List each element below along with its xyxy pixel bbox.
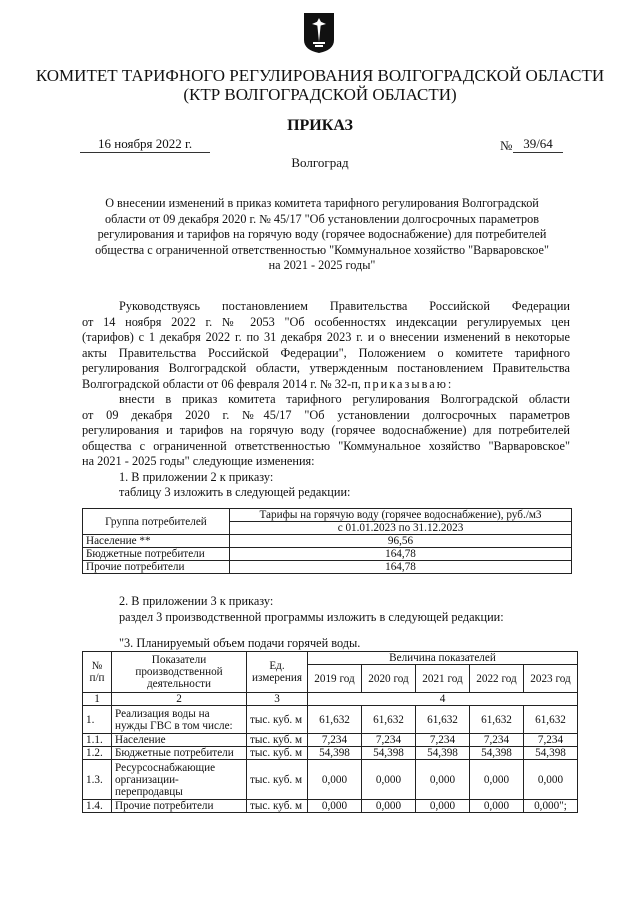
table-row (83, 734, 578, 747)
cell-value: 61,632 (416, 706, 470, 734)
volume-table (82, 651, 578, 813)
cell-value: 7,234 (470, 734, 524, 747)
cell-unit: тыс. куб. м (247, 747, 308, 760)
subject-line: на 2021 - 2025 годы" (268, 258, 376, 272)
cell-value: 0,000 (308, 800, 362, 813)
order-number: 39/64 (513, 136, 563, 153)
cell-value: 0,000 (308, 760, 362, 800)
subject-line: О внесении изменений в приказ комитета тарифного регулирования Волгоградской (105, 196, 539, 210)
colnum: 2 (112, 693, 247, 706)
subject-line: регулирования и тарифов на горячую воду (горячее водоснабжение) для потребителей (97, 227, 547, 241)
subject-line: общества с ограниченной ответственностью "Коммунальное хозяйство "Варваровское" (95, 242, 549, 257)
header-year: 2023 год (524, 665, 578, 693)
cell-name: Бюджетные потребители (112, 747, 247, 760)
cell-name: Прочие потребители (112, 800, 247, 813)
cell-value: 61,632 (470, 706, 524, 734)
cell-num: 1. (83, 706, 112, 734)
body-line: Руководствуясь постановлением Правительства Российской Федерации (119, 299, 570, 313)
cell-value: 54,398 (362, 747, 416, 760)
cell-value: 7,234 (524, 734, 578, 747)
cell-value: 0,000 (416, 760, 470, 800)
item-2: 2. В приложении 3 к приказу: (119, 594, 274, 608)
order-body (82, 299, 570, 501)
table-row (83, 760, 578, 800)
table-header-tariff: Тарифы на горячую воду (горячее водоснабжение), руб./м3 (230, 509, 572, 522)
number-sign: № (500, 138, 513, 153)
cell-num: 1.2. (83, 747, 112, 760)
org-title-line1: КОМИТЕТ ТАРИФНОГО РЕГУЛИРОВАНИЯ ВОЛГОГРАДСКОЙ ОБЛАСТИ (35, 66, 605, 85)
table-row (83, 548, 572, 561)
cell-unit: тыс. куб. м (247, 800, 308, 813)
cell-value: 0,000 (362, 800, 416, 813)
table-row (83, 561, 572, 574)
cell-num: 1.1. (83, 734, 112, 747)
body-text-fragment: Волгоградской области от 06 февраля 2014 г. № 32-п, (82, 376, 361, 391)
city: Волгоград (291, 155, 349, 170)
header-unit: Ед. измерения (247, 652, 308, 693)
cell-value: 0,000"; (524, 800, 578, 813)
cell-name: Население (112, 734, 247, 747)
colnum: 4 (308, 693, 578, 706)
body-line: внести в приказ комитета тарифного регулирования Волгоградской области (119, 392, 570, 406)
header-num: № п/п (83, 652, 112, 693)
cell-value: 7,234 (416, 734, 470, 747)
cell-value: 61,632 (308, 706, 362, 734)
body-line: регулирования Волгоградской области, утвержденным постановлением Правительства (82, 361, 570, 375)
cell-num: 1.3. (83, 760, 112, 800)
colnum: 3 (247, 693, 308, 706)
item-2-sub: раздел 3 производственной программы изложить в следующей редакции: (119, 610, 504, 624)
cell-value: 0,000 (470, 800, 524, 813)
order-subject (82, 196, 562, 274)
cell-value: 0,000 (524, 760, 578, 800)
body-line: регулирования и тарифов на горячую воду (горячее водоснабжение) для потребителей (82, 423, 570, 437)
order-directive: приказываю (363, 376, 448, 391)
header-indicators: Показатели производственной деятельности (112, 652, 247, 693)
table-row (83, 706, 578, 734)
header-year: 2020 год (362, 665, 416, 693)
cell-value: 164,78 (230, 561, 572, 574)
body-line: от 14 ноября 2022 г. № 2053 "Об особенностях индексации регулируемых цен (82, 314, 570, 329)
body-line: от 09 декабря 2020 г. №45/17 "Об установлении долгосрочных параметров (82, 407, 570, 422)
cell-value: 61,632 (362, 706, 416, 734)
cell-value: 54,398 (416, 747, 470, 760)
cell-value: 0,000 (470, 760, 524, 800)
section-title: "3. Планируемый объем подачи горячей воды. (119, 636, 361, 650)
cell-value: 164,78 (230, 548, 572, 561)
table-row (83, 800, 578, 813)
coat-of-arms-emblem (303, 12, 335, 54)
cell-unit: тыс. куб. м (247, 734, 308, 747)
cell-value: 54,398 (308, 747, 362, 760)
table-row (83, 747, 578, 760)
body-line: на 2021 - 2025 годы" следующие изменения: (82, 454, 315, 468)
cell-value: 54,398 (470, 747, 524, 760)
body-line: общества с ограниченной ответственностью "Коммунальное хозяйство "Варваровское" (82, 438, 570, 453)
header-year: 2021 год (416, 665, 470, 693)
header-year: 2022 год (470, 665, 524, 693)
cell-num: 1.4. (83, 800, 112, 813)
cell-value: 54,398 (524, 747, 578, 760)
body-text-fragment: : (447, 376, 452, 391)
table-header-group: Группа потребителей (83, 509, 230, 535)
table-row (83, 535, 572, 548)
cell-name: Реализация воды на нужды ГВС в том числе: (112, 706, 247, 734)
cell-value: 61,632 (524, 706, 578, 734)
org-title-line2: (КТР ВОЛГОГРАДСКОЙ ОБЛАСТИ) (183, 85, 457, 104)
body-line: (тарифов) с 1 декабря 2022 г. по 31 декабря 2023 г. и о внесении изменений в некоторые (82, 330, 570, 344)
cell-group: Бюджетные потребители (83, 548, 230, 561)
header-values: Величина показателей (308, 652, 578, 665)
subject-line: области от 09 декабря 2020 г. № 45/17 "Об установлении долгосрочных параметров (105, 211, 539, 226)
item-1: 1. В приложении 2 к приказу: (119, 469, 274, 484)
tariff-table (82, 508, 572, 574)
cell-group: Население ** (83, 535, 230, 548)
body-line: акты Правительства Российской Федерации", Положением о комитете тарифного (82, 345, 570, 360)
item-1-sub: таблицу 3 изложить в следующей редакции: (119, 485, 351, 499)
cell-unit: тыс. куб. м (247, 760, 308, 800)
colnum: 1 (83, 693, 112, 706)
order-date: 16 ноября 2022 г. (80, 136, 210, 153)
table-header-period: с 01.01.2023 по 31.12.2023 (230, 522, 572, 535)
cell-value: 96,56 (230, 535, 572, 548)
cell-value: 7,234 (362, 734, 416, 747)
cell-unit: тыс. куб. м (247, 706, 308, 734)
cell-value: 7,234 (308, 734, 362, 747)
cell-group: Прочие потребители (83, 561, 230, 574)
cell-value: 0,000 (416, 800, 470, 813)
header-year: 2019 год (308, 665, 362, 693)
cell-value: 0,000 (362, 760, 416, 800)
cell-name: Ресурсоснабжающие организации-перепродавцы (112, 760, 247, 800)
doc-type-title: ПРИКАЗ (287, 117, 353, 134)
body-line (82, 377, 570, 393)
